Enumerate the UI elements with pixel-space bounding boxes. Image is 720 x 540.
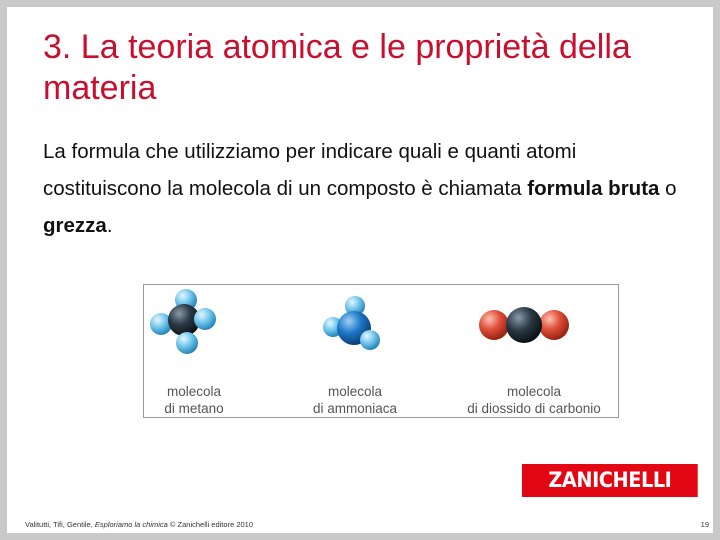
- body-intro: La formula che utilizziamo per indicare quali e quanti atomi costituiscono la molecola di un composto è chiamata: [43, 140, 577, 200]
- term-formula-bruta: formula bruta: [527, 177, 660, 200]
- body-end: .: [106, 214, 113, 237]
- zanichelli-logo: ZANICHELLI: [522, 464, 698, 497]
- methane-label-line2: di metano: [164, 401, 224, 416]
- slide: [7, 7, 713, 533]
- ammonia-label: [294, 383, 416, 417]
- methane-label: [148, 383, 240, 417]
- ammonia-label-line2: di ammoniaca: [312, 401, 398, 416]
- co2-label-line1: molecola: [506, 384, 562, 399]
- co2-label: [452, 383, 616, 417]
- methane-hydrogen-atom: [194, 308, 216, 330]
- body-connector: o: [659, 177, 677, 200]
- footer-publisher: © Zanichelli editore 2010: [167, 520, 254, 529]
- carbon-dioxide-model: [479, 307, 569, 343]
- co2-oxygen-atom: [539, 310, 569, 340]
- page-number: 19: [700, 520, 709, 529]
- co2-carbon-atom: [506, 307, 542, 343]
- slide-title: 3. La teoria atomica e le proprietà della materia: [43, 28, 631, 107]
- methane-hydrogen-atom: [176, 332, 198, 354]
- co2-oxygen-atom: [479, 310, 509, 340]
- term-grezza: grezza: [43, 214, 107, 237]
- footer-book-title: Esploriamo la chimica: [94, 520, 168, 529]
- footer-credit: [25, 520, 253, 529]
- ammonia-hydrogen-atom: [360, 330, 380, 350]
- slide-body-text: [43, 133, 683, 244]
- methane-model: [150, 289, 216, 354]
- methane-label-line1: molecola: [166, 384, 222, 399]
- ammonia-model: [323, 296, 380, 350]
- ammonia-label-line1: molecola: [327, 384, 383, 399]
- footer-authors: Valitutti, Tifi, Gentile,: [25, 520, 95, 529]
- co2-label-line2: di diossido di carbonio: [467, 401, 601, 416]
- molecules-figure: [143, 284, 619, 418]
